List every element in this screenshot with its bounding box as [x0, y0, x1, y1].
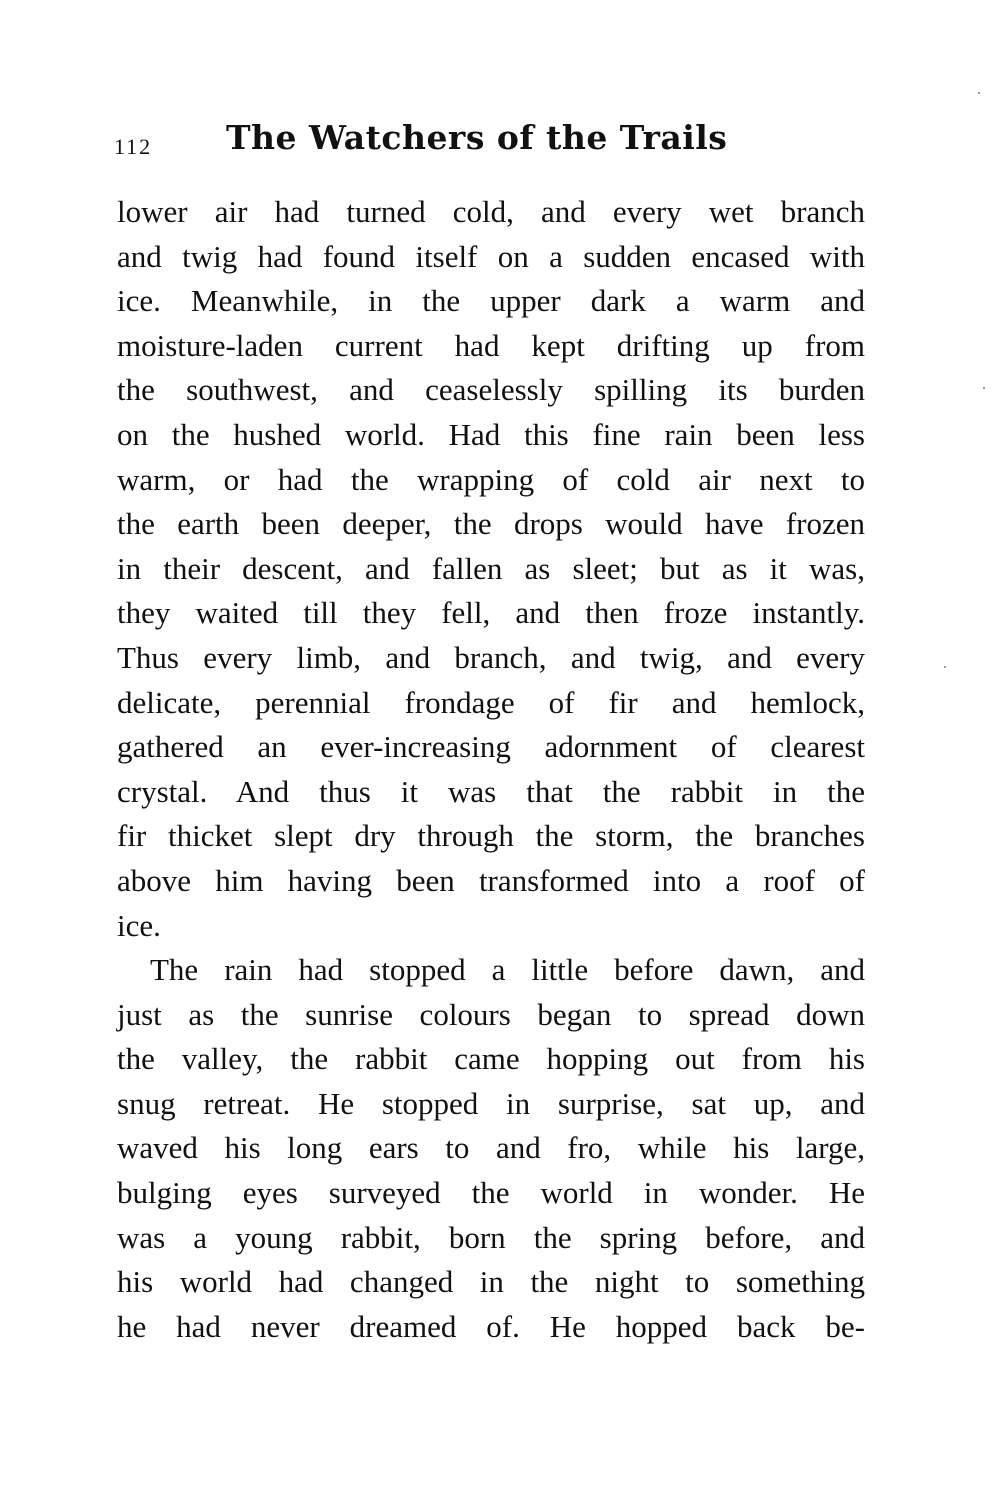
text-line: delicate, perennial frondage of fir and hemlock, [117, 684, 865, 720]
scan-speck [944, 666, 946, 668]
text-line: in their descent, and fallen as sleet; but as it was, [117, 550, 865, 586]
text-line: ice. Meanwhile, in the upper dark a warm and [117, 283, 865, 319]
text-line: snug retreat. He stopped in surprise, sat up, and [117, 1085, 865, 1121]
text-line: ice. [117, 907, 161, 943]
scan-speck [983, 387, 985, 389]
text-line: the valley, the rabbit came hopping out from his [117, 1041, 865, 1077]
body-text [117, 190, 865, 1349]
scan-speck [978, 92, 980, 94]
text-line: fir thicket slept dry through the storm, the branches [117, 818, 865, 854]
text-line: lower air had turned cold, and every wet branch [117, 194, 865, 229]
paragraph-2 [117, 948, 865, 1349]
text-line: gathered an ever-increasing adornment of clearest [117, 729, 865, 765]
text-line: warm, or had the wrapping of cold air next to [117, 461, 865, 497]
text-line: The rain had stopped a little before dawn, and [150, 952, 865, 988]
text-line: Thus every limb, and branch, and twig, and every [117, 639, 865, 675]
running-title: The Watchers of the Trails [226, 118, 728, 157]
text-line: was a young rabbit, born the spring before, and [117, 1219, 865, 1255]
text-line: his world had changed in the night to something [117, 1264, 865, 1300]
paragraph-1 [117, 190, 865, 948]
page-number: 112 [114, 134, 153, 159]
text-line: on the hushed world. Had this fine rain been less [117, 416, 865, 452]
text-line: and twig had found itself on a sudden encased with [117, 238, 865, 274]
running-header [114, 118, 874, 168]
text-line: the southwest, and ceaselessly spilling its burden [117, 372, 865, 408]
text-line: crystal. And thus it was that the rabbit in the [117, 773, 865, 809]
text-line: they waited till they fell, and then froze instantly. [117, 595, 865, 631]
text-line: moisture-laden current had kept drifting up from [117, 327, 865, 363]
text-line: waved his long ears to and fro, while his large, [117, 1130, 865, 1166]
text-line: above him having been transformed into a roof of [117, 862, 865, 898]
text-line: he had never dreamed of. He hopped back be- [117, 1308, 865, 1344]
text-line: the earth been deeper, the drops would have frozen [117, 506, 865, 542]
text-line: bulging eyes surveyed the world in wonder. He [117, 1175, 865, 1211]
text-line: just as the sunrise colours began to spread down [117, 996, 865, 1032]
